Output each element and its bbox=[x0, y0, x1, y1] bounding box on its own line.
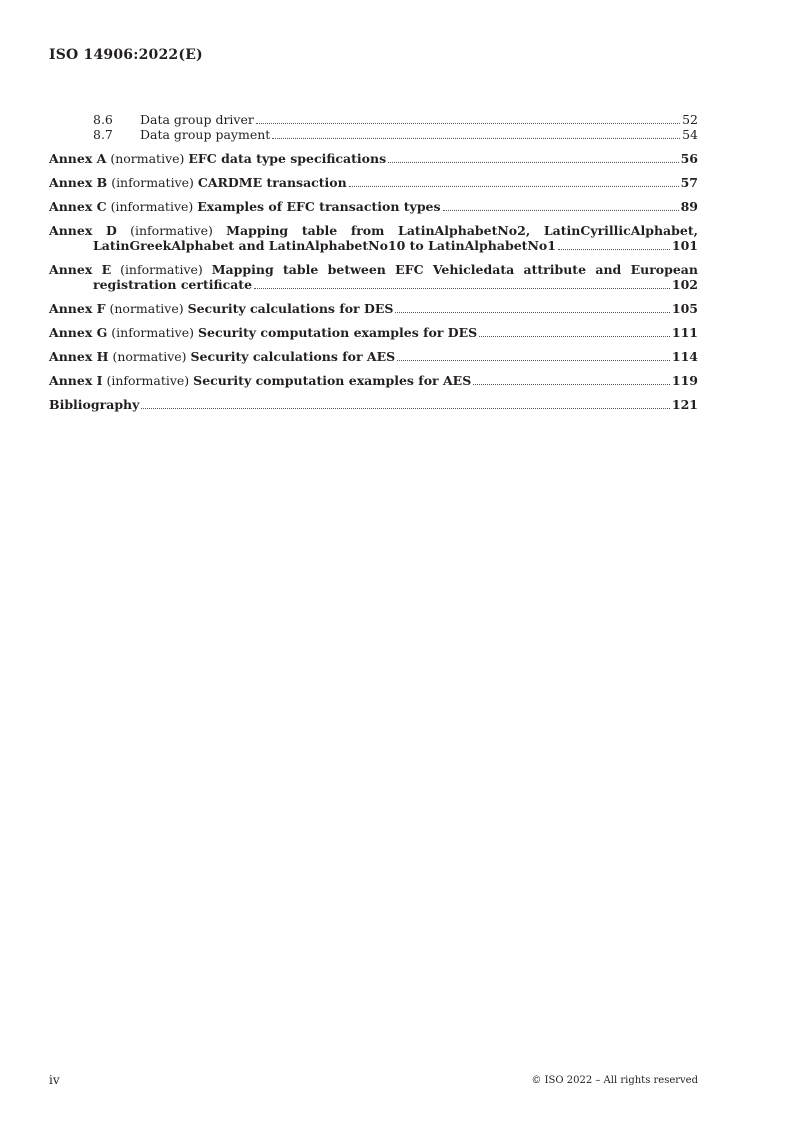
toc-entry-8-7[interactable] bbox=[93, 127, 698, 142]
annex-type: (informative) bbox=[111, 175, 194, 190]
annex-type: (informative) bbox=[106, 373, 190, 388]
dot-leader bbox=[473, 384, 670, 385]
bibliography-title: Bibliography bbox=[49, 397, 140, 412]
annex-type: (normative) bbox=[110, 151, 185, 166]
annex-title-line1: Mapping table between EFC Vehicledata attribute and European bbox=[211, 262, 698, 277]
annex-first-line bbox=[49, 223, 698, 238]
footer-page-number: iv bbox=[49, 1073, 60, 1087]
toc-entry-annex-d[interactable] bbox=[49, 223, 698, 253]
page-number: 101 bbox=[671, 238, 698, 253]
section-title: Data group payment bbox=[140, 127, 271, 142]
annex-title: Security computation examples for DES bbox=[198, 325, 478, 340]
annex-title: CARDME transaction bbox=[197, 175, 347, 190]
dot-leader bbox=[395, 312, 670, 313]
dot-leader bbox=[388, 162, 678, 163]
annex-label: Annex B bbox=[49, 175, 108, 190]
annex-label: Annex A bbox=[49, 151, 107, 166]
section-number: 8.6 bbox=[93, 112, 113, 127]
annex-title: EFC data type specifications bbox=[188, 151, 387, 166]
toc-entry-annex-c[interactable] bbox=[49, 199, 698, 214]
annex-type: (informative) bbox=[120, 262, 203, 277]
document-header: ISO 14906:2022(E) bbox=[49, 47, 203, 63]
annex-title-line1: Mapping table from LatinAlphabetNo2, LatinCyrillicAlphabet, bbox=[226, 223, 698, 238]
dot-leader bbox=[256, 123, 680, 124]
footer-copyright: © ISO 2022 – All rights reserved bbox=[531, 1075, 698, 1086]
annex-type: (informative) bbox=[130, 223, 213, 238]
dot-leader bbox=[272, 138, 680, 139]
annex-label: Annex G bbox=[49, 325, 108, 340]
page-number: 119 bbox=[671, 373, 698, 388]
toc-entry-annex-b[interactable] bbox=[49, 175, 698, 190]
dot-leader bbox=[443, 210, 679, 211]
annex-title: Security computation examples for AES bbox=[193, 373, 472, 388]
annex-title-line2: LatinGreekAlphabet and LatinAlphabetNo10 to LatinAlphabetNo1 bbox=[93, 238, 556, 253]
annex-continuation-line bbox=[93, 238, 698, 253]
page-number: 89 bbox=[680, 199, 698, 214]
toc-entry-annex-e[interactable] bbox=[49, 262, 698, 292]
dot-leader bbox=[254, 288, 670, 289]
annex-title: Examples of EFC transaction types bbox=[197, 199, 441, 214]
annex-type: (informative) bbox=[110, 199, 194, 214]
toc-entry-annex-a[interactable] bbox=[49, 151, 698, 166]
page-number: 102 bbox=[671, 277, 698, 292]
toc-entry-annex-f[interactable] bbox=[49, 301, 698, 316]
annex-label: Annex F bbox=[49, 301, 106, 316]
page-number: 114 bbox=[671, 349, 698, 364]
page-number: 56 bbox=[680, 151, 698, 166]
dot-leader bbox=[397, 360, 670, 361]
section-number: 8.7 bbox=[93, 127, 113, 142]
page-number: 111 bbox=[671, 325, 698, 340]
dot-leader bbox=[349, 186, 679, 187]
toc-entry-8-6[interactable] bbox=[93, 112, 698, 127]
toc-entry-annex-h[interactable] bbox=[49, 349, 698, 364]
toc-entry-annex-i[interactable] bbox=[49, 373, 698, 388]
page-number: 54 bbox=[682, 127, 698, 142]
annex-label: Annex D bbox=[49, 223, 117, 238]
page-number: 52 bbox=[682, 112, 698, 127]
annex-title: Security calculations for AES bbox=[190, 349, 396, 364]
annex-type: (normative) bbox=[112, 349, 187, 364]
page-number: 121 bbox=[671, 397, 698, 412]
annex-label: Annex H bbox=[49, 349, 109, 364]
annex-continuation-line bbox=[93, 277, 698, 292]
dot-leader bbox=[479, 336, 670, 337]
dot-leader bbox=[141, 408, 670, 409]
annex-label: Annex C bbox=[49, 199, 107, 214]
annex-title-line2: registration certificate bbox=[93, 277, 253, 292]
annex-type: (informative) bbox=[111, 325, 195, 340]
page-number: 57 bbox=[680, 175, 698, 190]
page-number: 105 bbox=[671, 301, 698, 316]
toc-entry-annex-g[interactable] bbox=[49, 325, 698, 340]
section-title: Data group driver bbox=[140, 112, 254, 127]
annex-title: Security calculations for DES bbox=[187, 301, 394, 316]
annex-label: Annex I bbox=[49, 373, 103, 388]
table-of-contents bbox=[49, 112, 698, 412]
annex-first-line bbox=[49, 262, 698, 277]
dot-leader bbox=[558, 249, 670, 250]
annex-label: Annex E bbox=[49, 262, 112, 277]
annex-type: (normative) bbox=[109, 301, 184, 316]
toc-entry-bibliography[interactable] bbox=[49, 397, 698, 412]
